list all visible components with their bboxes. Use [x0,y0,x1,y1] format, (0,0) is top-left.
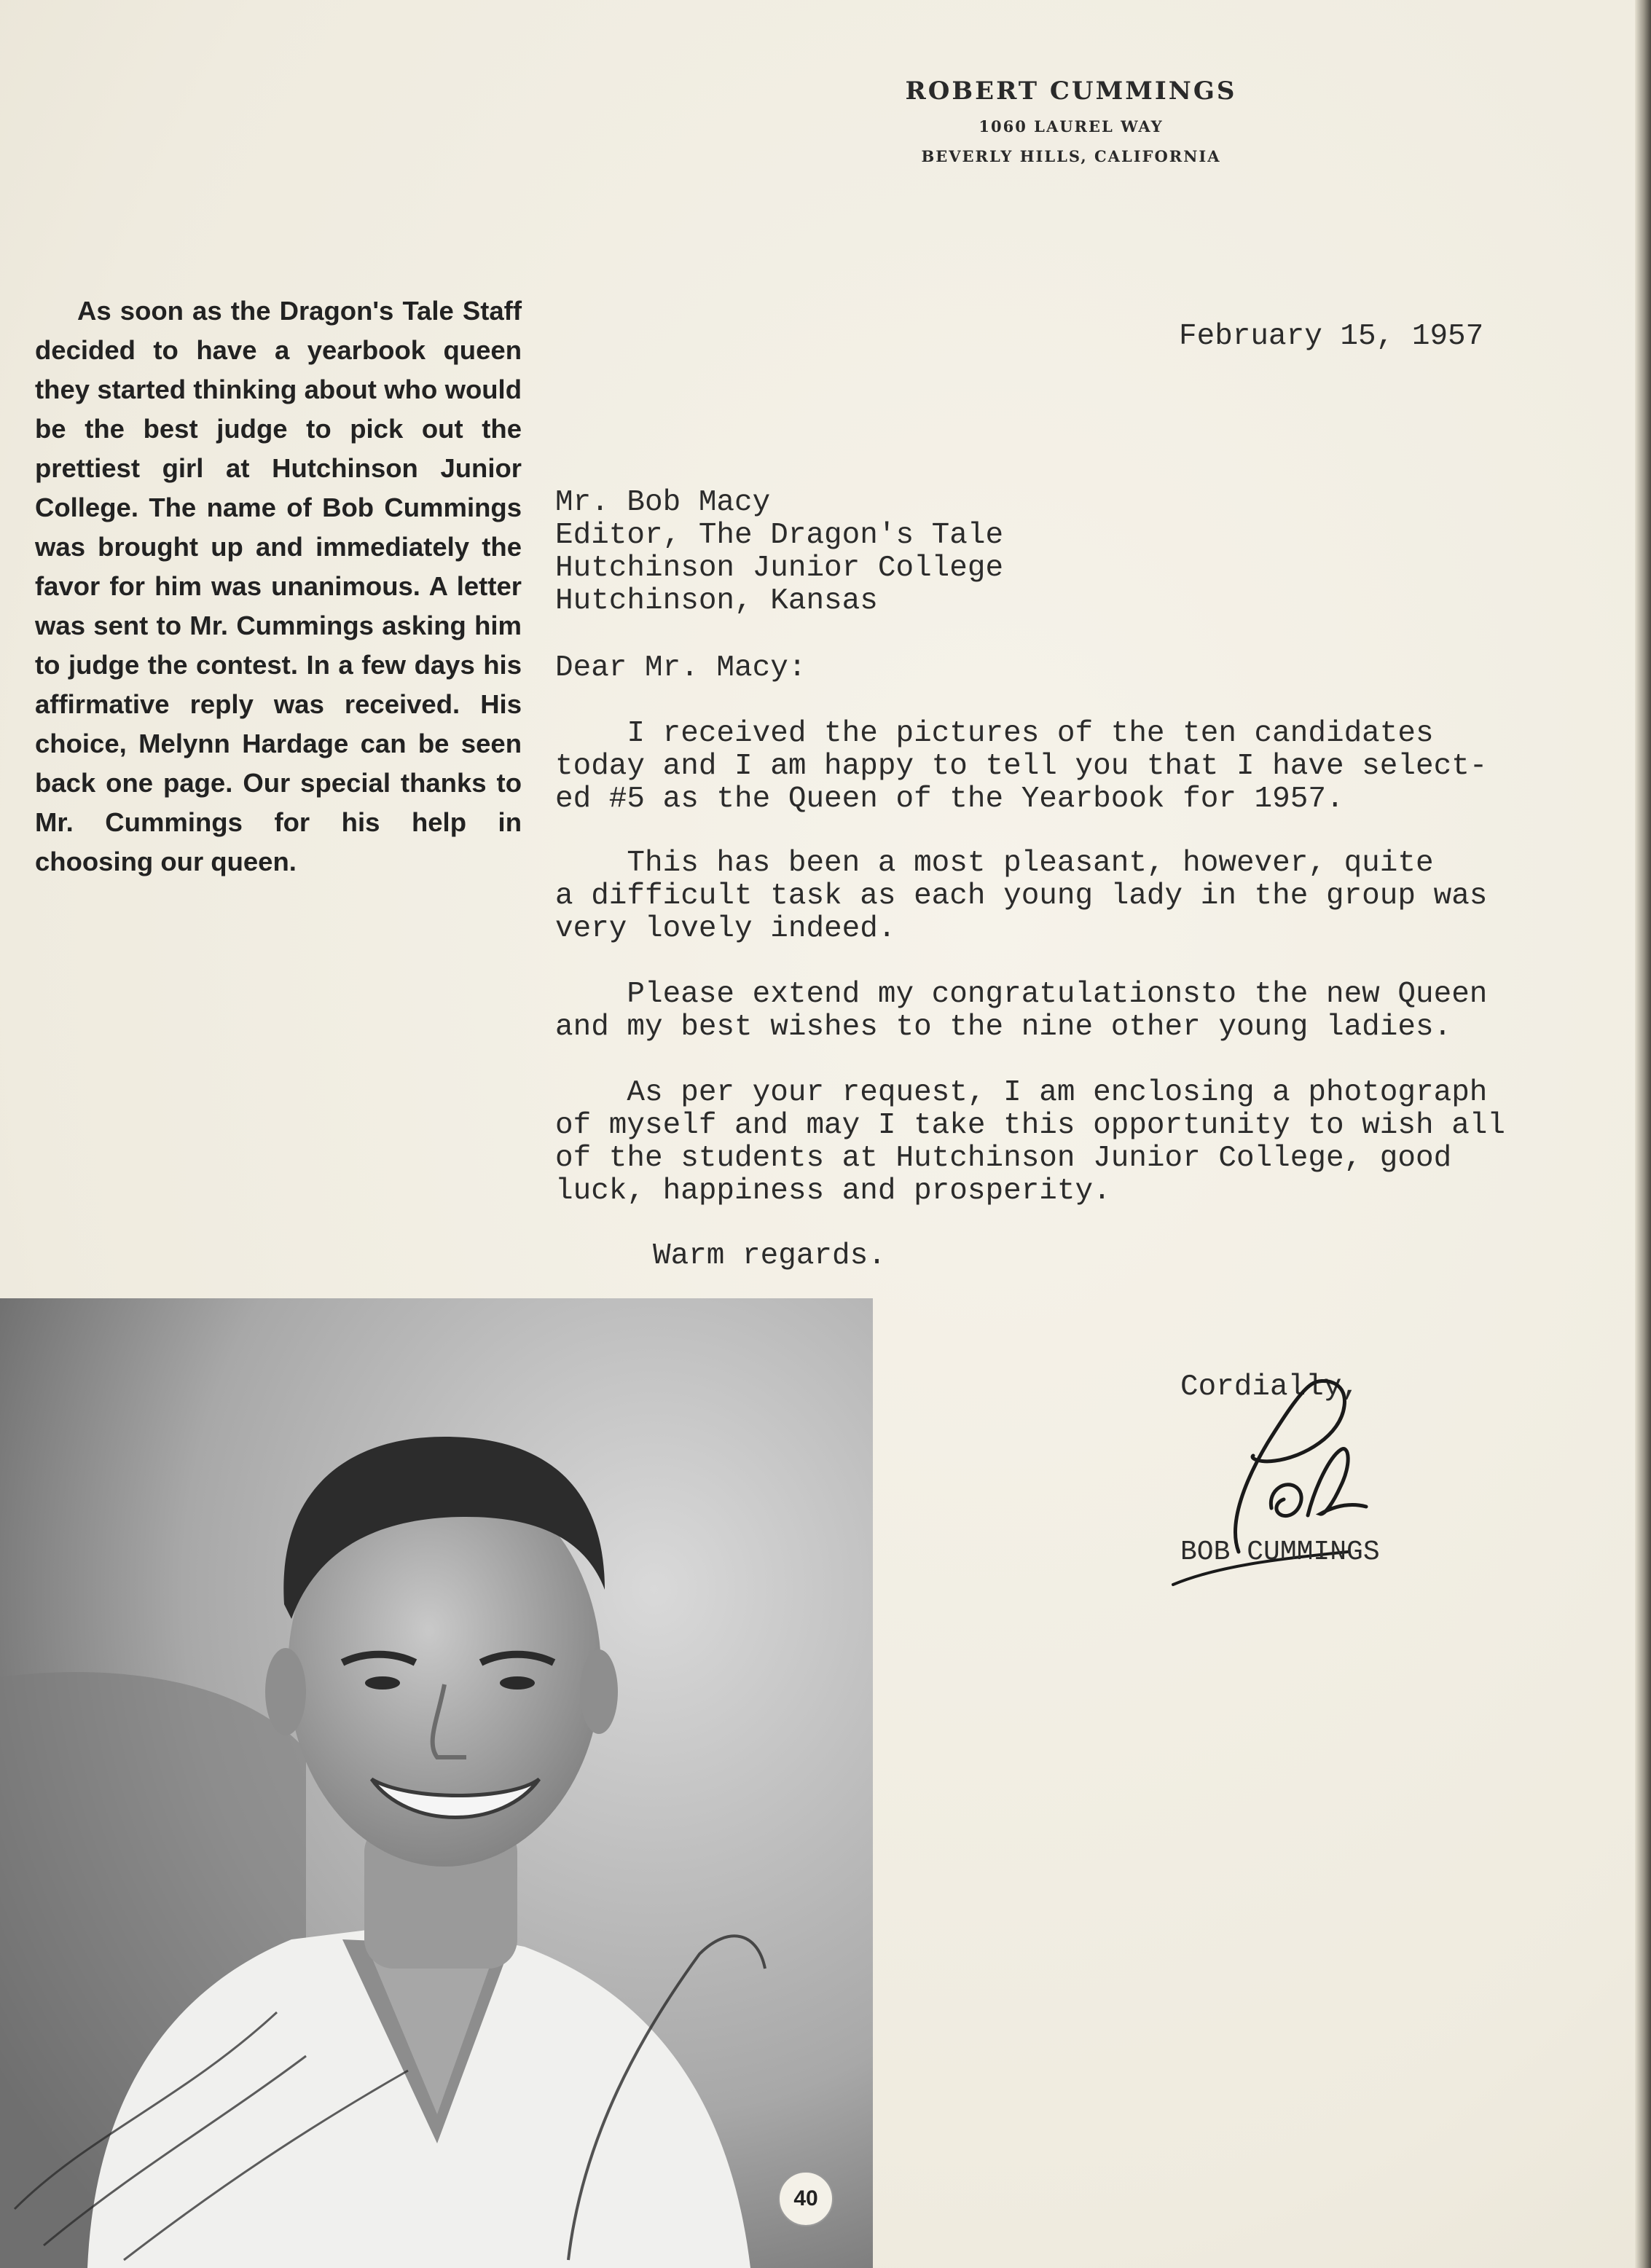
letter-paragraph-3: Please extend my congratulationsto the new Queen and my best wishes to the nine other young ladies. [555,978,1488,1044]
letter-closing: Warm regards. [653,1239,886,1273]
letter-date: February 15, 1957 [1179,320,1484,353]
letterhead-name: ROBERT CUMMINGS [905,76,1237,106]
letterhead-city: BEVERLY HILLS, CALIFORNIA [921,147,1221,165]
letter-cordially: Cordially, [1180,1370,1360,1404]
letter-paragraph-4: As per your request, I am enclosing a photograph of myself and may I take this opportunity to wish all of the students at Hutchinson Junior College, good luck, happiness and prosperity. [555,1076,1506,1208]
letterhead-street: 1060 LAUREL WAY [979,117,1164,136]
editorial-caption: As soon as the Dragon's Tale Staff decided to have a yearbook queen they started thinking about who would be the best judge to pick out the prettiest girl at Hutchinson Junior College. The name of Bob Cummings was brought up and immediately the favor for him was unanimous. A letter was sent to Mr. Cummings asking him to judge the contest. In a few days his affirmative reply was received. His choice, Melynn Hardage can be seen back one page. Our special thanks to Mr. Cummings for his help in choosing our queen. [35,296,522,876]
letter-salutation: Dear Mr. Macy: [555,651,807,685]
autographed-portrait-photo [0,1298,873,2268]
letter-signer-name: BOB CUMMINGS [1180,1537,1380,1568]
portrait-illustration [0,1298,873,2268]
letter-paragraph-2: This has been a most pleasant, however, quite a difficult task as each young lady in the group was very lovely indeed. [555,847,1488,946]
letterhead [809,76,1333,165]
letter-paragraph-1: I received the pictures of the ten candidates today and I am happy to tell you that I have select- ed #5 as the Queen of the Yearbook for 1957. [555,717,1488,816]
page-number: 40 [778,2171,834,2226]
page-binding-edge [1635,0,1651,2268]
letter-recipient-address: Mr. Bob Macy Editor, The Dragon's Tale Hutchinson Junior College Hutchinson, Kansas [555,486,1004,618]
